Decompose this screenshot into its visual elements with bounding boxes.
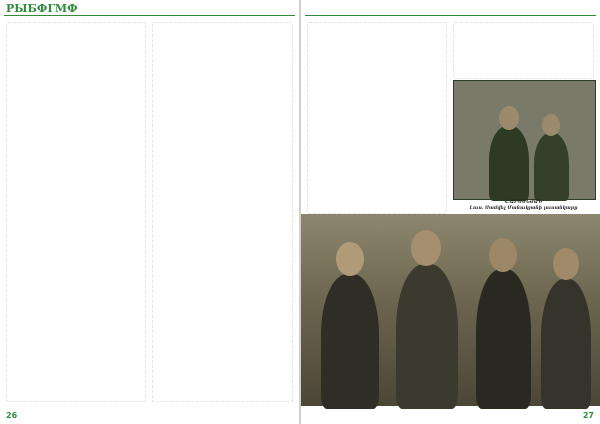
page-header [0, 0, 299, 16]
caption-author: Հ.ԱՐՍԵՆՅԱՆ [504, 200, 543, 205]
right-page-column-1 [307, 22, 447, 214]
page-footer [305, 406, 596, 420]
page-header [301, 0, 600, 16]
caption-line: Լուս. Սամվել Մանուկյանի լուսանկարը [469, 205, 578, 211]
header-rule [4, 15, 295, 16]
page-number: 26 [6, 411, 18, 420]
page-number: 27 [582, 411, 594, 420]
archive-photo-small [453, 80, 596, 200]
masthead-logo: РЫБФГМФ [6, 2, 78, 15]
left-page [0, 0, 299, 424]
photo-caption [453, 200, 594, 211]
page-footer [4, 406, 295, 420]
right-page [301, 0, 600, 424]
left-page-column-1 [6, 22, 146, 402]
left-page-column-2 [152, 22, 293, 402]
archive-photo-large [301, 214, 600, 406]
header-rule [305, 15, 596, 16]
